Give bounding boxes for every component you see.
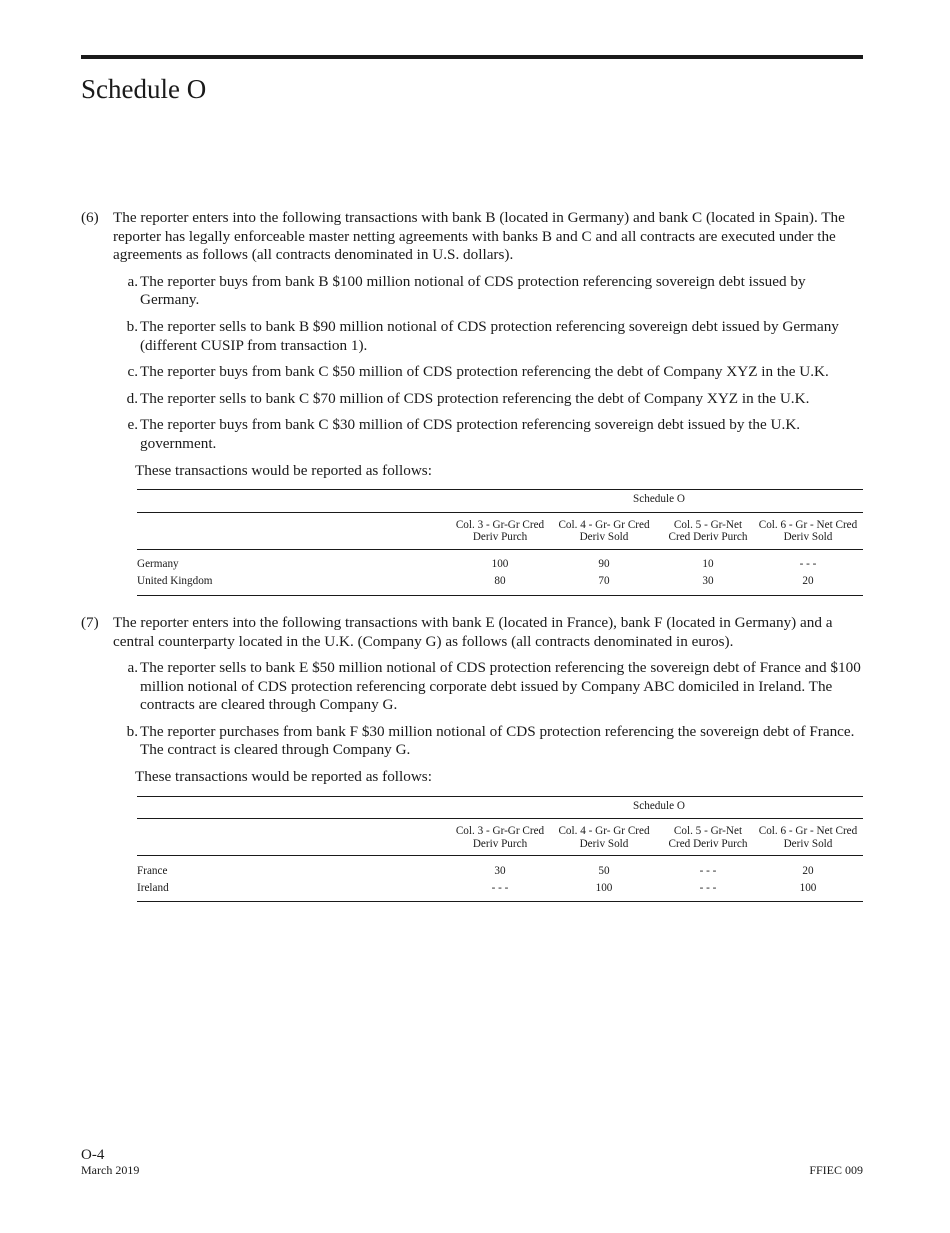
table-row xyxy=(137,573,863,596)
list-item-letter: a. xyxy=(127,272,138,290)
list-item-text: The reporter purchases from bank F $30 million notional of CDS protection referencing the sovereign debt of France. The contract is cleared through Company G. xyxy=(140,722,855,759)
table-row xyxy=(137,879,863,902)
list-item xyxy=(81,390,863,409)
table-blank-cell xyxy=(137,512,455,549)
footer-form-id: FFIEC 009 xyxy=(809,1163,863,1177)
schedule-table-item-6 xyxy=(137,489,863,596)
col-4-cell: 70 xyxy=(545,573,663,596)
col-3-header: Col. 3 - Gr-Gr Cred Deriv Purch xyxy=(455,512,545,549)
country-cell: United Kingdom xyxy=(137,573,455,596)
document-body xyxy=(81,209,863,920)
schedule-table-item-7 xyxy=(137,796,863,903)
schedule-label: Schedule O xyxy=(455,490,863,513)
col-6-cell: 20 xyxy=(802,864,814,877)
col-4-cell: 50 xyxy=(598,864,610,877)
list-item xyxy=(81,363,863,382)
top-rule xyxy=(81,55,863,59)
schedule-table xyxy=(137,489,863,596)
list-item-letter: d. xyxy=(126,389,138,407)
list-item-letter: a. xyxy=(127,659,138,677)
col-4-cell: 100 xyxy=(545,879,663,902)
table-schedule-row xyxy=(137,490,863,513)
schedule-table xyxy=(137,796,863,903)
list-item xyxy=(81,723,863,760)
list-item-letter: b. xyxy=(126,722,138,740)
list-item xyxy=(81,273,863,310)
schedule-label: Schedule O xyxy=(455,796,863,819)
table-schedule-row xyxy=(137,796,863,819)
table-row xyxy=(137,856,863,880)
col-5-cell: - - - xyxy=(699,864,717,877)
page-title: Schedule O xyxy=(81,74,207,104)
list-item-text: The reporter sells to bank B $90 million notional of CDS protection referencing sovereign debt issued by Germany (different CUSIP from transaction 1). xyxy=(140,317,839,354)
list-item-text: The reporter sells to bank E $50 million notional of CDS protection referencing the sovereign debt of France and $100 million notional of CDS protection referencing corporate debt issued by Company ABC domiciled in Ireland. The contracts are cleared through Company G. xyxy=(140,659,861,714)
list-item xyxy=(81,659,863,715)
table-blank-cell xyxy=(137,490,455,513)
col-5-cell: - - - xyxy=(663,879,753,902)
item-6 xyxy=(81,209,863,265)
follows-text: These transactions would be reported as follows: xyxy=(135,768,432,786)
col-3-cell: 30 xyxy=(494,864,506,877)
col-4-cell: 90 xyxy=(598,558,610,571)
table-header-row xyxy=(137,819,863,856)
table-blank-cell xyxy=(137,819,455,856)
item-7 xyxy=(81,614,863,651)
list-item-text: The reporter buys from bank B $100 million notional of CDS protection referencing sovereign debt issued by Germany. xyxy=(140,272,806,309)
country-cell: Ireland xyxy=(137,879,455,902)
table-row xyxy=(137,549,863,573)
item-number: (6) xyxy=(81,209,99,226)
item-intro: The reporter enters into the following transactions with bank E (located in France), bank F (located in Germany) and a central counterparty located in the U.K. (Company G) as follows (all contracts denominated in euros). xyxy=(113,613,833,650)
list-item xyxy=(81,416,863,453)
col-5-header: Col. 5 - Gr-Net Cred Deriv Purch xyxy=(663,819,753,856)
list-item-text: The reporter sells to bank C $70 million of CDS protection referencing the debt of Company XYZ in the U.K. xyxy=(140,389,810,407)
list-item-letter: c. xyxy=(127,363,138,381)
col-4-header: Col. 4 - Gr- Gr Cred Deriv Sold xyxy=(545,819,663,856)
col-3-cell: - - - xyxy=(455,879,545,902)
col-4-header: Col. 4 - Gr- Gr Cred Deriv Sold xyxy=(545,512,663,549)
col-5-header: Col. 5 - Gr-Net Cred Deriv Purch xyxy=(663,512,753,549)
follows-text: These transactions would be reported as follows: xyxy=(135,461,432,479)
list-item-letter: e. xyxy=(127,416,138,434)
col-3-header: Col. 3 - Gr-Gr Cred Deriv Purch xyxy=(455,819,545,856)
col-6-header: Col. 6 - Gr - Net Cred Deriv Sold xyxy=(753,512,863,549)
col-5-cell: 10 xyxy=(702,558,714,571)
col-3-cell: 80 xyxy=(455,573,545,596)
list-item-text: The reporter buys from bank C $50 million of CDS protection referencing the debt of Company XYZ in the U.K. xyxy=(140,363,829,381)
table-blank-cell xyxy=(137,796,455,819)
item-number: (7) xyxy=(81,613,99,631)
page-number: O-4 xyxy=(81,1147,105,1163)
col-6-cell: 20 xyxy=(753,573,863,596)
col-6-cell: 100 xyxy=(753,879,863,902)
col-5-cell: 30 xyxy=(663,573,753,596)
country-cell: France xyxy=(137,864,168,877)
col-6-cell: - - - xyxy=(799,558,817,571)
table-header-row xyxy=(137,512,863,549)
col-6-header: Col. 6 - Gr - Net Cred Deriv Sold xyxy=(753,819,863,856)
country-cell: Germany xyxy=(137,558,179,571)
footer-date: March 2019 xyxy=(81,1163,140,1177)
col-3-cell: 100 xyxy=(491,558,509,571)
list-item xyxy=(81,318,863,355)
item-intro: The reporter enters into the following transactions with bank B (located in Germany) and bank C (located in Spain). The reporter has legally enforceable master netting agreements with banks B and C and all contracts are executed under the agreements as follows (all contracts denominated in U.S. dollars). xyxy=(113,209,845,264)
list-item-text: The reporter buys from bank C $30 million of CDS protection referencing sovereign debt issued by the U.K. government. xyxy=(140,416,801,452)
list-item-letter: b. xyxy=(126,317,138,335)
